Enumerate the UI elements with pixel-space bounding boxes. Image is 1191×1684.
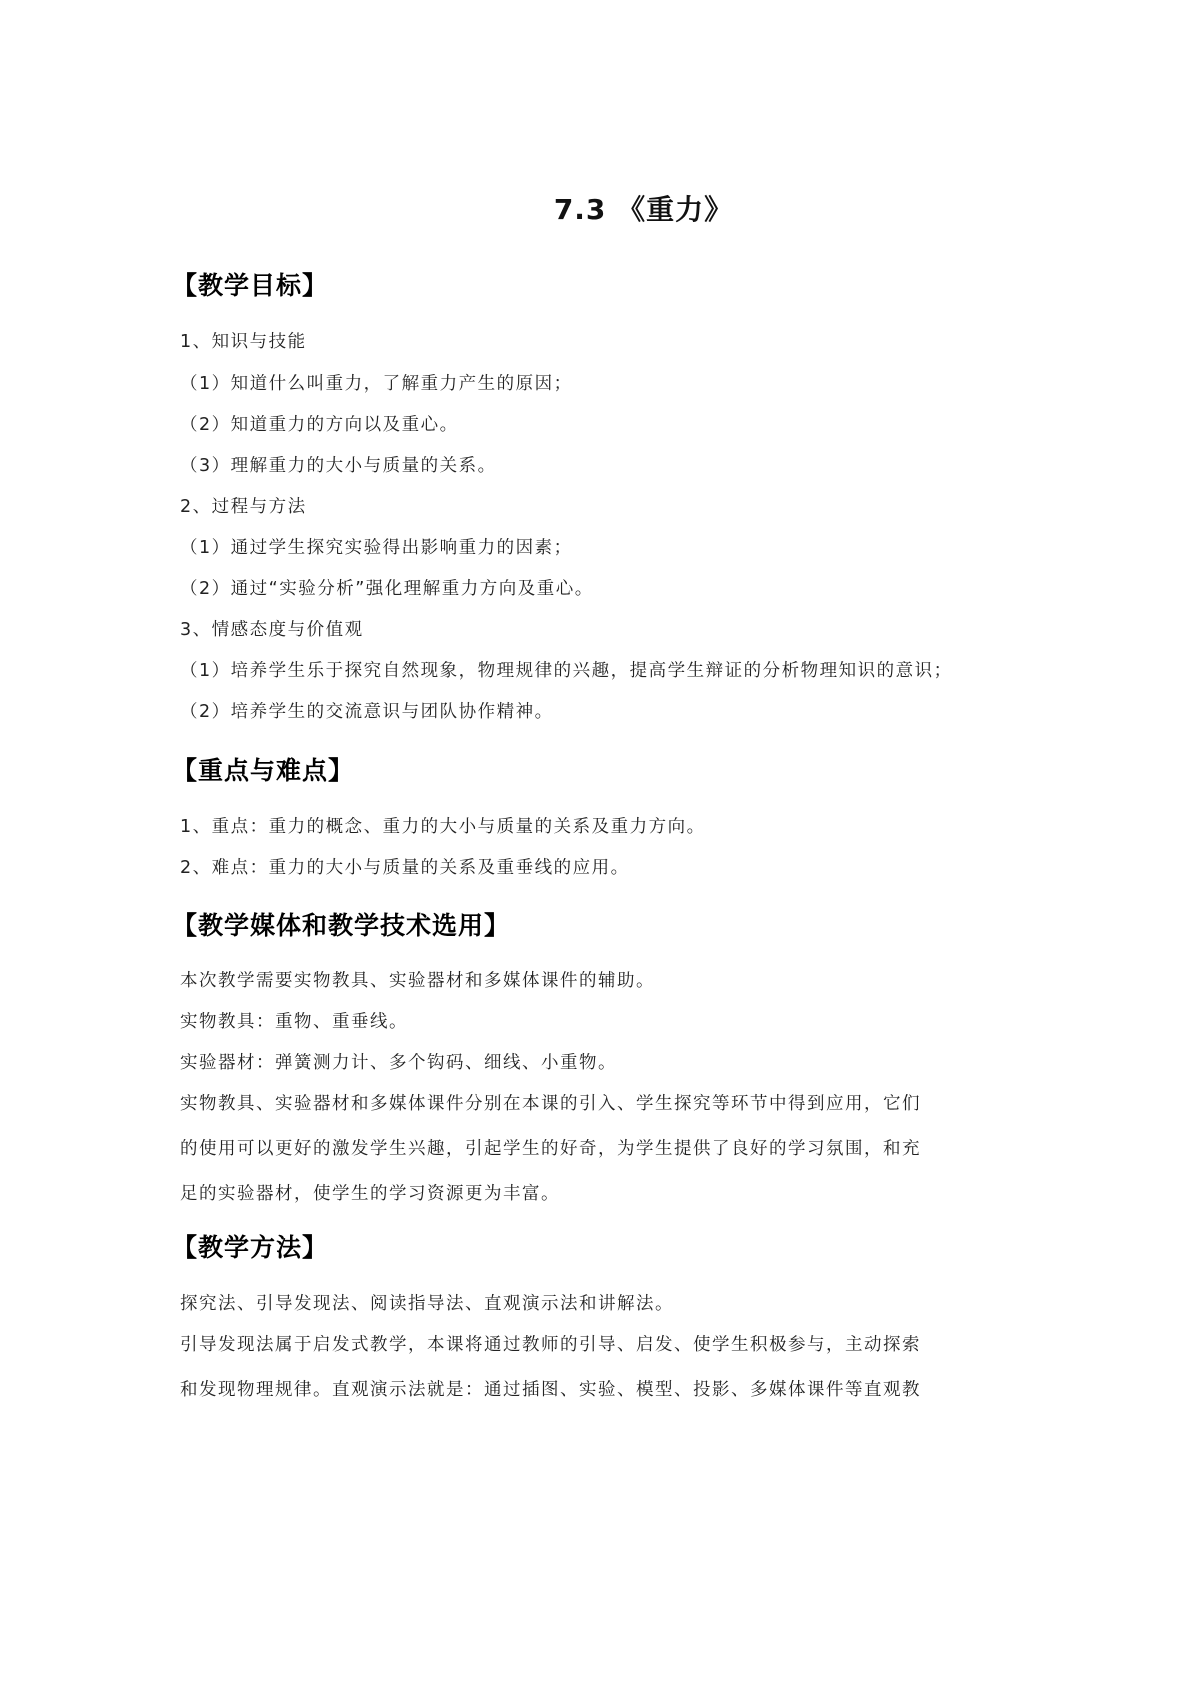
- section-heading-media-technology: 【教学媒体和教学技术选用】: [172, 911, 511, 940]
- document-title: 7.3 《重力》: [553, 193, 734, 226]
- section-heading-key-points: 【重点与难点】: [172, 756, 355, 785]
- media-line: 本次教学需要实物教具、实验器材和多媒体课件的辅助。: [180, 971, 655, 991]
- media-line: 实物教具：重物、重垂线。: [180, 1012, 408, 1032]
- key-point-line: 2、难点：重力的大小与质量的关系及重垂线的应用。: [180, 858, 630, 878]
- media-line: 实验器材：弹簧测力计、多个钩码、细线、小重物。: [180, 1053, 617, 1073]
- objective-line: （1）培养学生乐于探究自然现象，物理规律的兴趣，提高学生辩证的分析物理知识的意识；: [180, 661, 953, 681]
- objective-line: 1、知识与技能: [180, 332, 307, 352]
- section-heading-teaching-objectives: 【教学目标】: [172, 271, 329, 300]
- method-line: 探究法、引导发现法、阅读指导法、直观演示法和讲解法。: [180, 1294, 674, 1314]
- objective-line: 3、情感态度与价值观: [180, 620, 364, 640]
- method-line: 引导发现法属于启发式教学，本课将通过教师的引导、启发、使学生积极参与，主动探索: [180, 1335, 921, 1355]
- section-heading-teaching-methods: 【教学方法】: [172, 1233, 329, 1262]
- method-line: 和发现物理规律。直观演示法就是：通过插图、实验、模型、投影、多媒体课件等直观教: [180, 1380, 921, 1400]
- objective-line: （2）知道重力的方向以及重心。: [180, 415, 459, 435]
- media-line: 足的实验器材，使学生的学习资源更为丰富。: [180, 1184, 560, 1204]
- objective-line: （3）理解重力的大小与质量的关系。: [180, 456, 497, 476]
- objective-line: （2）通过“实验分析”强化理解重力方向及重心。: [180, 579, 594, 599]
- objective-line: 2、过程与方法: [180, 497, 307, 517]
- objective-line: （1）通过学生探究实验得出影响重力的因素；: [180, 538, 573, 558]
- objective-line: （2）培养学生的交流意识与团队协作精神。: [180, 702, 554, 722]
- media-line: 的使用可以更好的激发学生兴趣，引起学生的好奇，为学生提供了良好的学习氛围，和充: [180, 1139, 921, 1159]
- key-point-line: 1、重点：重力的概念、重力的大小与质量的关系及重力方向。: [180, 817, 706, 837]
- objective-line: （1）知道什么叫重力，了解重力产生的原因；: [180, 374, 573, 394]
- media-line: 实物教具、实验器材和多媒体课件分别在本课的引入、学生探究等环节中得到应用，它们: [180, 1094, 921, 1114]
